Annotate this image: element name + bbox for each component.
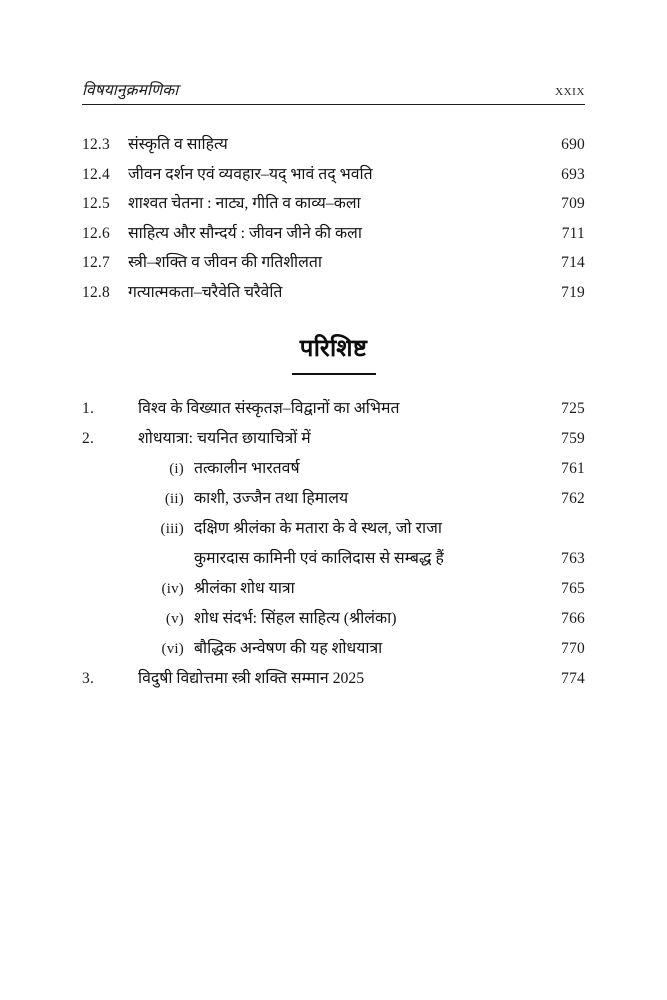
appendix-heading-underline <box>292 373 376 375</box>
toc-row[interactable] <box>82 221 585 251</box>
toc-page-number: 766 <box>561 610 585 627</box>
chapter-section-list <box>82 132 585 309</box>
toc-row[interactable] <box>82 426 585 456</box>
toc-row-continuation <box>82 546 585 576</box>
toc-section-title: साहित्य और सौन्दर्य : जीवन जीने की कला <box>128 224 362 242</box>
toc-row[interactable] <box>82 191 585 221</box>
toc-roman-number: (iii) <box>160 521 184 537</box>
toc-row[interactable] <box>82 250 585 280</box>
appendix-heading-text: परिशिष्ट <box>299 336 368 362</box>
toc-row[interactable] <box>82 132 585 162</box>
toc-item-title-continued: कुमारदास कामिनी एवं कालिदास से सम्बद्ध हैं <box>194 550 444 567</box>
page-folio-number: xxix <box>555 82 585 99</box>
toc-section-title: गत्यात्मकता–चरैवेति चरैवेति <box>128 283 283 301</box>
toc-roman-number: (i) <box>169 461 184 477</box>
toc-item-title: श्रीलंका शोध यात्रा <box>194 580 295 597</box>
toc-page-number: 774 <box>561 670 585 687</box>
toc-page-number: 725 <box>561 400 585 417</box>
toc-item-number: 1. <box>82 400 95 417</box>
running-header <box>82 78 585 100</box>
toc-page-number: 770 <box>561 640 585 657</box>
toc-row[interactable] <box>82 576 585 606</box>
toc-page-number: 711 <box>561 224 585 242</box>
toc-row[interactable] <box>82 456 585 486</box>
toc-section-number: 12.4 <box>82 165 110 183</box>
toc-page-number: 761 <box>561 460 585 477</box>
toc-item-title: तत्कालीन भारतवर्ष <box>194 460 300 477</box>
toc-section-title: शाश्वत चेतना : नाट्य, गीति व काव्य–कला <box>128 195 361 212</box>
toc-roman-number: (vi) <box>161 641 184 657</box>
toc-page-number: 690 <box>561 136 585 153</box>
toc-item-title: विदुषी विद्योत्तमा स्त्री शक्ति सम्मान 2025 <box>138 670 365 687</box>
toc-item-title: काशी, उज्जैन तथा हिमालय <box>194 490 349 507</box>
toc-row[interactable] <box>82 486 585 516</box>
toc-section-title: संस्कृति व साहित्य <box>128 136 228 153</box>
running-header-title: विषयानुक्रमणिका <box>82 82 179 99</box>
toc-item-number: 2. <box>82 430 95 447</box>
toc-roman-number: (ii) <box>164 491 184 507</box>
toc-page-number: 709 <box>561 195 585 212</box>
toc-section-number: 12.8 <box>82 283 110 301</box>
toc-row[interactable] <box>82 636 585 666</box>
toc-roman-number: (v) <box>165 611 184 627</box>
toc-page-number: 693 <box>561 165 585 183</box>
toc-row[interactable] <box>82 666 585 696</box>
toc-row[interactable] <box>82 606 585 636</box>
toc-item-title: बौद्धिक अन्वेषण की यह शोधयात्रा <box>194 640 383 657</box>
toc-page-number: 714 <box>561 254 585 271</box>
header-rule-divider <box>82 104 585 105</box>
toc-roman-number: (iv) <box>161 581 184 597</box>
toc-section-number: 12.6 <box>82 224 110 242</box>
toc-item-title: शोध संदर्भ: सिंहल साहित्य (श्रीलंका) <box>194 610 397 627</box>
toc-item-title: विश्व के विख्यात संस्कृतज्ञ–विद्वानों का अभिमत <box>138 400 400 417</box>
toc-section-title: जीवन दर्शन एवं व्यवहार–यद् भावं तद् भवति <box>128 165 373 183</box>
toc-page-number: 719 <box>561 283 585 301</box>
toc-row[interactable] <box>82 280 585 310</box>
toc-page-number: 759 <box>561 430 585 447</box>
toc-row[interactable] <box>82 162 585 192</box>
appendix-entry-list <box>82 396 585 696</box>
toc-item-number: 3. <box>82 670 95 687</box>
toc-section-title: स्त्री–शक्ति व जीवन की गतिशीलता <box>128 254 322 271</box>
appendix-heading-block <box>0 336 667 375</box>
toc-item-title: शोधयात्रा: चयनित छायाचित्रों में <box>138 430 311 447</box>
toc-row[interactable] <box>82 516 585 546</box>
toc-section-number: 12.5 <box>82 195 110 212</box>
toc-page-number: 762 <box>561 490 585 507</box>
toc-page-number: 765 <box>561 580 585 597</box>
toc-row[interactable] <box>82 396 585 426</box>
toc-item-title: दक्षिण श्रीलंका के मतारा के वे स्थल, जो राजा <box>194 520 442 537</box>
toc-page-number: 763 <box>561 550 585 567</box>
toc-section-number: 12.3 <box>82 136 110 153</box>
toc-section-number: 12.7 <box>82 254 110 271</box>
